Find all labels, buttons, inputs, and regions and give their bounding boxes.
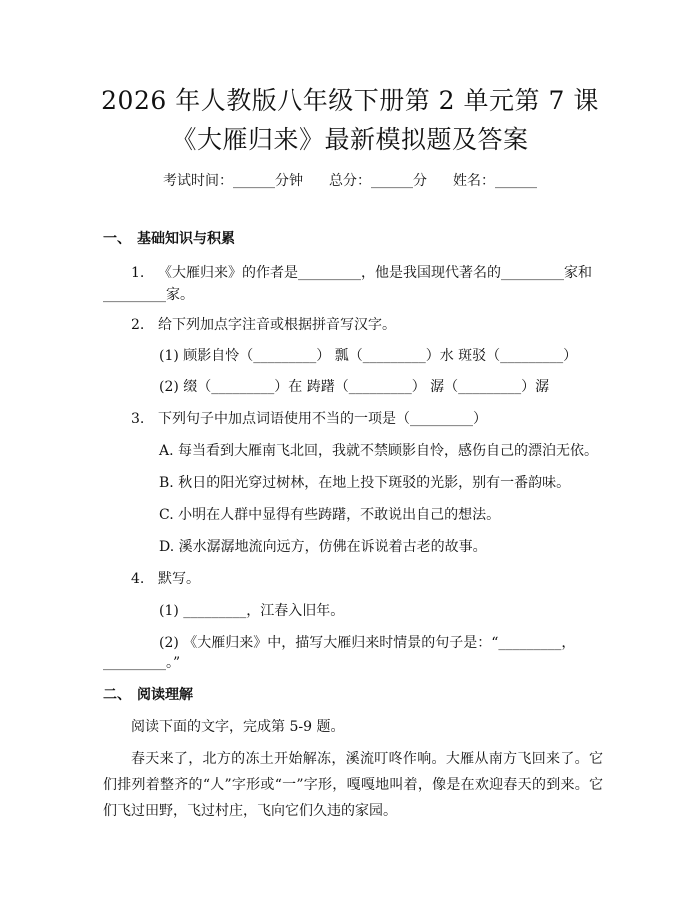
question-3-option-d: D. 溪水潺潺地流向远方，仿佛在诉说着古老的故事。 [159,539,487,555]
question-3-option-b: B. 秋日的阳光穿过树林，在地上投下斑驳的光影，别有一番韵味。 [159,475,571,491]
section1-number: 一、 [103,231,131,247]
question-3-number: 3. [131,411,145,427]
exam-score-field: 总分：______分 [329,173,427,189]
exam-meta [0,170,700,190]
question-1-continuation: _________家。 [103,287,194,303]
question-1-number: 1. [131,265,145,281]
exam-time-field: 考试时间：______分钟 [163,173,303,189]
document-title-line2: 《大雁归来》最新模拟题及答案 [171,125,529,154]
question-1-text: 《大雁归来》的作者是_________，他是我国现代著名的_________家和 [158,265,592,281]
question-4-row-3: _________。” [103,655,181,671]
question-3-option-a: A. 每当看到大雁南飞北回，我就不禁顾影自怜，感伤自己的漂泊无依。 [159,443,599,459]
question-3-option-c: C. 小明在人群中显得有些踌躇，不敢说出自己的想法。 [159,507,501,523]
question-3-text: 下列句子中加点词语使用不当的一项是（_________） [158,411,487,427]
exam-name-field: 姓名：______ [453,173,537,189]
question-2-row-1: (1) 顾影自怜（_________） 瓢（_________）水 斑驳（_________） [159,348,578,364]
question-4-row-1: (1) _________，江春入旧年。 [159,603,345,619]
section2-title: 阅读理解 [137,687,193,703]
question-4 [131,569,200,589]
section2-number: 二、 [103,687,131,703]
question-2 [131,315,396,335]
reading-passage: 春天来了，北方的冻土开始解冻，溪流叮咚作响。大雁从南方飞回来了。它们排列着整齐的“人”字形或“一”字形，嘎嘎地叫着，像是在欢迎春天的到来。它们飞过田野，飞过村庄，飞向它们久违的家园。 [103,751,603,819]
question-1 [131,263,592,283]
question-2-text: 给下列加点字注音或根据拼音写汉字。 [158,317,396,333]
section2-heading [103,685,193,705]
question-2-row-2: (2) 缀（_________）在 踌躇（_________） 潺（_________）潺 [159,379,550,395]
question-3 [131,409,487,429]
document-title-line1: 2026 年人教版八年级下册第 2 单元第 7 课 [101,86,599,115]
question-4-row-2: (2) 《大雁归来》中，描写大雁归来时情景的句子是：“_________， [159,635,576,651]
question-2-number: 2. [131,317,145,333]
question-4-text: 默写。 [158,571,200,587]
section1-heading [103,229,235,249]
section2-intro: 阅读下面的文字，完成第 5-9 题。 [131,719,345,735]
question-4-number: 4. [131,571,145,587]
section1-title: 基础知识与积累 [137,231,235,247]
